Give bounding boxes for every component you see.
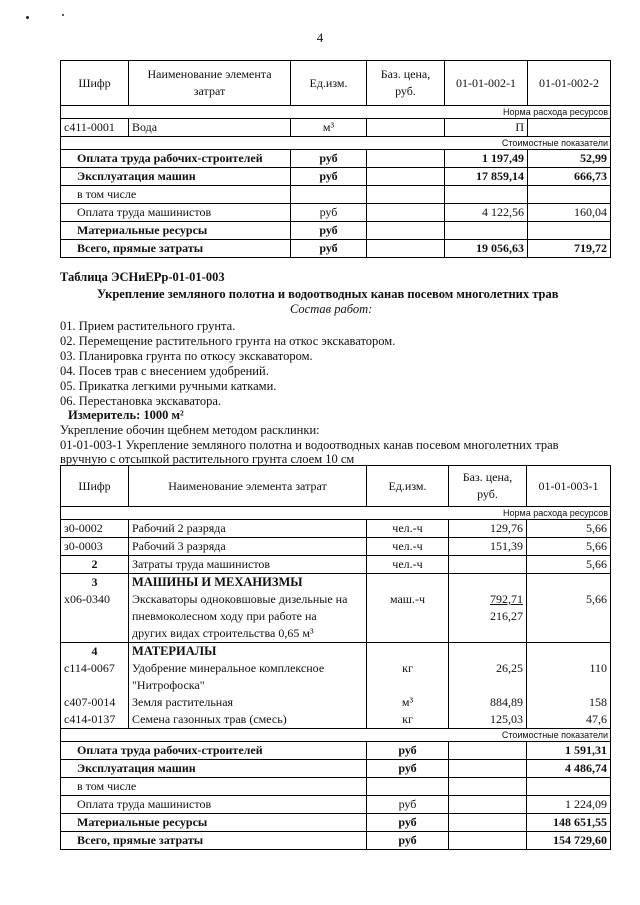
row-code: с411-0001 — [61, 119, 129, 137]
row-code: з0-0003 — [61, 538, 129, 556]
row-name: Рабочий 2 разряда — [129, 520, 367, 538]
row-value: 5,66 — [527, 556, 611, 574]
machine-value: 5,66 — [527, 591, 611, 608]
cost-price — [449, 778, 527, 796]
material-name-cont: "Нитрофоска" — [129, 677, 367, 694]
row-name: Вода — [129, 119, 291, 137]
cost-price — [449, 760, 527, 778]
cost-row — [61, 240, 611, 258]
material-name: Удобрение минеральное комплексное — [129, 660, 367, 677]
machine-name-2: пневмоколесном ходу при работе на — [129, 608, 367, 625]
machine-unit: маш.-ч — [367, 591, 449, 608]
cost-v1: 19 056,63 — [445, 240, 528, 258]
row-unit: чел.-ч — [367, 520, 449, 538]
cost-unit: руб — [291, 168, 367, 186]
row-name: Рабочий 3 разряда — [129, 538, 367, 556]
row-unit: чел.-ч — [367, 538, 449, 556]
material-price: 884,89 — [449, 694, 527, 711]
material-price: 125,03 — [449, 711, 527, 729]
material-value: 110 — [527, 660, 611, 677]
cost-v1 — [445, 186, 528, 204]
cost-name: Материальные ресурсы — [61, 222, 291, 240]
machine-price: 792,71 — [449, 591, 527, 608]
desc-line-2: 01-01-003-1 Укрепление земляного полотна и водоотводных канав посевом многолетних трав — [60, 438, 559, 452]
material-code: с114-0067 — [61, 660, 129, 677]
page-number: 4 — [316, 30, 324, 45]
material-name: Семена газонных трав (смесь) — [129, 711, 367, 729]
cost-price — [367, 150, 445, 168]
header-price: Баз. цена, руб. — [449, 466, 527, 507]
desc-line-3: вручную с отсыпкой растительного грунта слоем 10 см — [60, 452, 355, 466]
cost-unit: руб — [367, 742, 449, 760]
row-unit: м³ — [291, 119, 367, 137]
cost-v2: 666,73 — [528, 168, 611, 186]
cost-row — [61, 186, 611, 204]
cost-unit: руб — [367, 760, 449, 778]
cost-row — [61, 204, 611, 222]
material-code: с414-0137 — [61, 711, 129, 729]
cost-row — [61, 814, 611, 832]
material-price: 26,25 — [449, 660, 527, 677]
section-title: МАШИНЫ И МЕХАНИЗМЫ — [129, 574, 367, 592]
cost-value — [527, 778, 611, 796]
cost-row — [61, 832, 611, 850]
header-col2: 01-01-002-2 — [528, 61, 611, 106]
cost-row — [61, 760, 611, 778]
cost-name: в том числе — [61, 186, 291, 204]
cost-name: Всего, прямые затраты — [61, 240, 291, 258]
machine-price-2: 216,27 — [449, 608, 527, 625]
cost-name: Эксплуатация машин — [61, 760, 367, 778]
cost-v1 — [445, 222, 528, 240]
header-code: Шифр — [61, 61, 129, 106]
cost-price — [367, 222, 445, 240]
cost-name: Материальные ресурсы — [61, 814, 367, 832]
section-number: 4 — [61, 643, 129, 661]
cost-name: в том числе — [61, 778, 367, 796]
header-name: Наименование элемента затрат — [129, 61, 291, 106]
table-subtitle: Укрепление земляного полотна и водоотводных канав посевом многолетних трав — [97, 287, 559, 301]
cost-value: 1 224,09 — [527, 796, 611, 814]
machine-name-3: других видах строительства 0,65 м³ — [129, 625, 367, 643]
cost-row — [61, 742, 611, 760]
norm-label: Норма расхода ресурсов — [61, 507, 611, 520]
measure: Измеритель: 1000 м² — [68, 408, 184, 422]
material-value: 158 — [527, 694, 611, 711]
material-code: с407-0014 — [61, 694, 129, 711]
cost-v2 — [528, 186, 611, 204]
cost-name: Оплата труда рабочих-строителей — [61, 150, 291, 168]
row-code: 2 — [61, 556, 129, 574]
cost-label: Стоимостные показатели — [61, 137, 611, 150]
cost-value: 1 591,31 — [527, 742, 611, 760]
cost-unit — [367, 778, 449, 796]
material-value: 47,6 — [527, 711, 611, 729]
cost-table-2 — [60, 465, 611, 850]
cost-v2: 719,72 — [528, 240, 611, 258]
cost-label: Стоимостные показатели — [61, 729, 611, 742]
cost-row — [61, 222, 611, 240]
step-2: 02. Перемещение растительного грунта на откос экскаватором. — [60, 334, 396, 348]
cost-unit: руб — [291, 222, 367, 240]
cost-name: Эксплуатация машин — [61, 168, 291, 186]
row-price — [449, 556, 527, 574]
cost-v2 — [528, 222, 611, 240]
step-6: 06. Перестановка экскаватора. — [60, 394, 222, 408]
cost-v1: 4 122,56 — [445, 204, 528, 222]
cost-name: Оплата труда машинистов — [61, 204, 291, 222]
row-v2 — [528, 119, 611, 137]
step-1: 01. Прием растительного грунта. — [60, 319, 236, 333]
cost-price — [449, 742, 527, 760]
row-value: 5,66 — [527, 520, 611, 538]
header-code: Шифр — [61, 466, 129, 507]
table-title: Таблица ЭСНиЕРр-01-01-003 — [60, 270, 225, 284]
cost-unit: руб — [291, 204, 367, 222]
cost-v2: 160,04 — [528, 204, 611, 222]
cost-v2: 52,99 — [528, 150, 611, 168]
cost-price — [367, 168, 445, 186]
row-price — [367, 119, 445, 137]
cost-row — [61, 168, 611, 186]
step-4: 04. Посев трав с внесением удобрений. — [60, 364, 269, 378]
machine-code: х06-0340 — [61, 591, 129, 608]
header-name: Наименование элемента затрат — [129, 466, 367, 507]
row-name: Затраты труда машинистов — [129, 556, 367, 574]
row-price: 151,39 — [449, 538, 527, 556]
material-unit: м³ — [367, 694, 449, 711]
step-5: 05. Прикатка легкими ручными катками. — [60, 379, 277, 393]
cost-table-1 — [60, 60, 611, 258]
cost-unit: руб — [367, 832, 449, 850]
header-unit: Ед.изм. — [291, 61, 367, 106]
cost-price — [367, 204, 445, 222]
header-col1: 01-01-002-1 — [445, 61, 528, 106]
cost-unit: руб — [367, 796, 449, 814]
machine-name-1: Экскаваторы одноковшовые дизельные на — [129, 591, 367, 608]
cost-unit: руб — [291, 240, 367, 258]
desc-line-1: Укрепление обочин щебнем методом расклинки: — [60, 423, 320, 437]
cost-v1: 17 859,14 — [445, 168, 528, 186]
scan-speck — [62, 14, 64, 16]
cost-price — [449, 814, 527, 832]
cost-row — [61, 150, 611, 168]
header-unit: Ед.изм. — [367, 466, 449, 507]
step-3: 03. Планировка грунта по откосу экскаватором. — [60, 349, 313, 363]
material-unit: кг — [367, 660, 449, 677]
cost-v1: 1 197,49 — [445, 150, 528, 168]
cost-row — [61, 778, 611, 796]
cost-price — [449, 796, 527, 814]
cost-value: 148 651,55 — [527, 814, 611, 832]
section-title: МАТЕРИАЛЫ — [129, 643, 367, 661]
cost-name: Оплата труда машинистов — [61, 796, 367, 814]
norm-label: Норма расхода ресурсов — [61, 106, 611, 119]
row-v1: П — [445, 119, 528, 137]
cost-value: 154 729,60 — [527, 832, 611, 850]
cost-unit: руб — [291, 150, 367, 168]
header-price: Баз. цена, руб. — [367, 61, 445, 106]
cost-name: Оплата труда рабочих-строителей — [61, 742, 367, 760]
row-price: 129,76 — [449, 520, 527, 538]
cost-price — [367, 186, 445, 204]
row-unit: чел.-ч — [367, 556, 449, 574]
cost-unit: руб — [367, 814, 449, 832]
material-name: Земля растительная — [129, 694, 367, 711]
cost-price — [449, 832, 527, 850]
cost-name: Всего, прямые затраты — [61, 832, 367, 850]
cost-price — [367, 240, 445, 258]
work-heading: Состав работ: — [290, 302, 373, 316]
scan-speck — [26, 16, 29, 19]
row-value: 5,66 — [527, 538, 611, 556]
cost-unit — [291, 186, 367, 204]
section-number: 3 — [61, 574, 129, 592]
material-unit: кг — [367, 711, 449, 729]
row-code: з0-0002 — [61, 520, 129, 538]
header-col1: 01-01-003-1 — [527, 466, 611, 507]
cost-row — [61, 796, 611, 814]
cost-value: 4 486,74 — [527, 760, 611, 778]
